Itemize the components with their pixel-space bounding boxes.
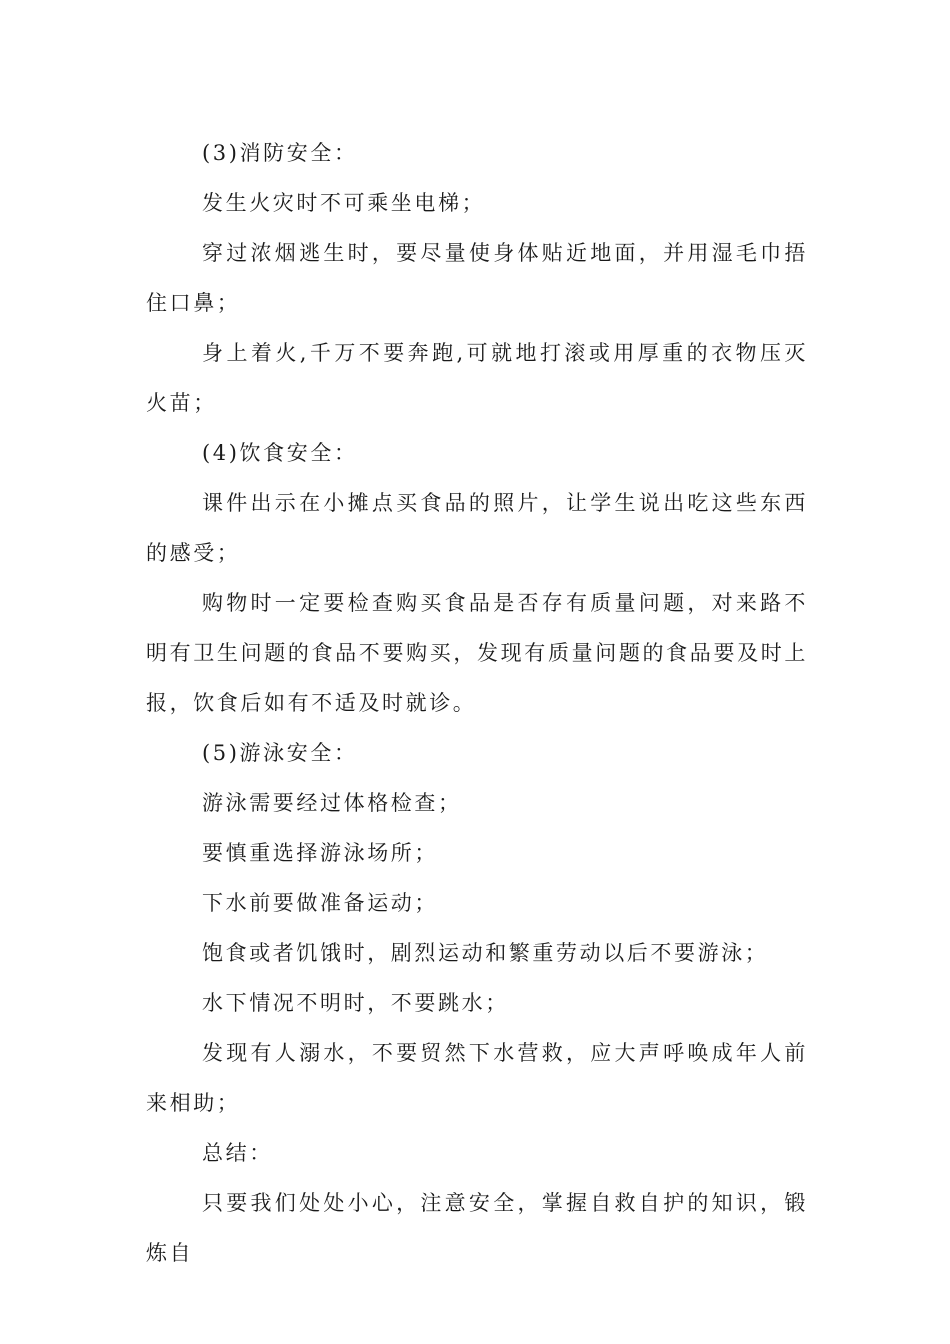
paragraph: 身上着火,千万不要奔跑,可就地打滚或用厚重的衣物压灭火苗； — [146, 341, 808, 415]
paragraph: 要慎重选择游泳场所； — [202, 841, 438, 865]
paragraph: 购物时一定要检查购买食品是否存有质量问题，对来路不明有卫生问题的食品不要购买，发现有质量问题的食品要及时上报，饮食后如有不适及时就诊。 — [146, 591, 808, 715]
paragraph: 课件出示在小摊点买食品的照片，让学生说出吃这些东西的感受； — [146, 491, 808, 565]
paragraph: 饱食或者饥饿时，剧烈运动和繁重劳动以后不要游泳； — [202, 941, 769, 965]
heading-summary: 总结： — [202, 1141, 273, 1165]
paragraph: 下水前要做准备运动； — [202, 891, 438, 915]
document-body — [146, 128, 808, 1278]
heading-swimming-safety: (5)游泳安全： — [202, 741, 358, 765]
heading-food-safety: (4)饮食安全： — [202, 441, 358, 465]
paragraph: 发现有人溺水，不要贸然下水营救，应大声呼唤成年人前来相助； — [146, 1041, 808, 1115]
paragraph: 穿过浓烟逃生时，要尽量使身体贴近地面，并用湿毛巾捂住口鼻； — [146, 241, 808, 315]
paragraph: 只要我们处处小心，注意安全，掌握自救自护的知识，锻炼自 — [146, 1191, 808, 1265]
heading-fire-safety: (3)消防安全： — [202, 141, 358, 165]
paragraph: 游泳需要经过体格检查； — [202, 791, 462, 815]
paragraph: 水下情况不明时，不要跳水； — [202, 991, 509, 1015]
paragraph: 发生火灾时不可乘坐电梯； — [202, 191, 486, 215]
